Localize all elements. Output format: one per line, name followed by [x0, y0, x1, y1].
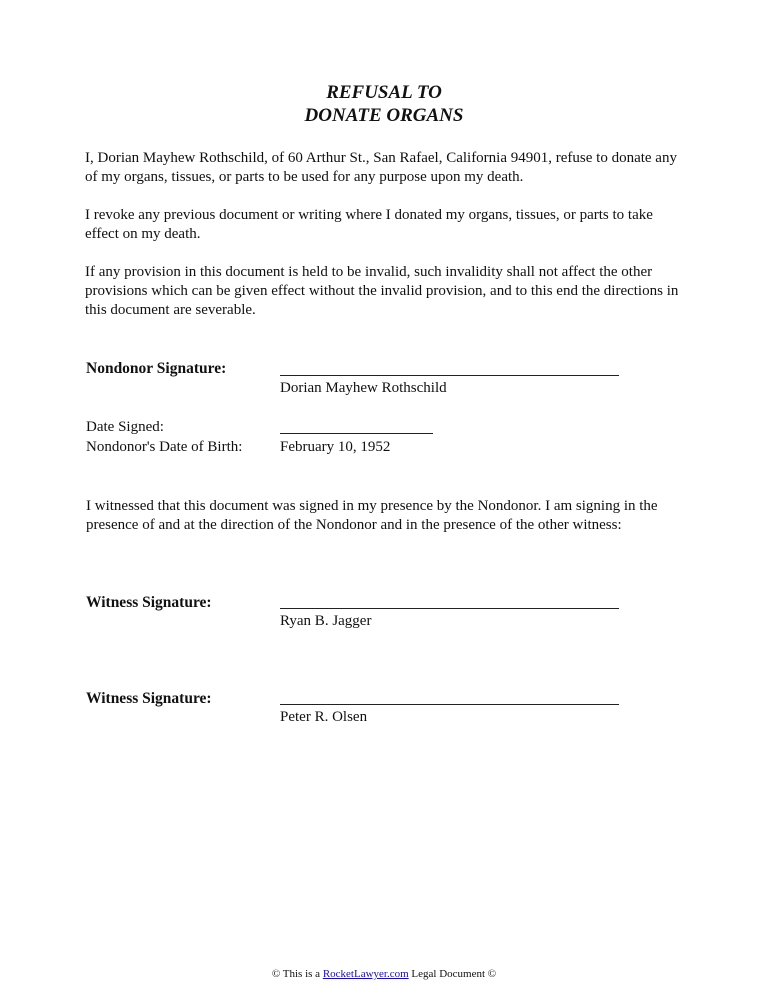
- footer-prefix: © This is a: [271, 968, 323, 980]
- dob-label: Nondonor's Date of Birth:: [86, 439, 243, 455]
- document-title-line-2: DONATE ORGANS: [304, 105, 464, 126]
- footer-suffix: Legal Document ©: [408, 968, 497, 980]
- dob-value: February 10, 1952: [280, 439, 391, 455]
- nondonor-signature-label: Nondonor Signature:: [86, 360, 227, 377]
- date-signed-label: Date Signed:: [86, 419, 164, 435]
- severability-paragraph: If any provision in this document is held to be invalid, such invalidity shall not affect the other provisions which can be given effect without the invalid provision, and to this end the directions in this document are severable.: [85, 264, 679, 318]
- revocation-paragraph: I revoke any previous document or writing where I donated my organs, tissues, or parts to take effect on my death.: [85, 207, 653, 242]
- witness-1-signature-line[interactable]: [280, 608, 619, 609]
- rocketlawyer-link[interactable]: RocketLawyer.com: [322, 968, 409, 980]
- footer: [0, 968, 768, 980]
- nondonor-printed-name: Dorian Mayhew Rothschild: [280, 380, 447, 396]
- witness-2-signature-line[interactable]: [280, 704, 619, 705]
- refusal-paragraph: I, Dorian Mayhew Rothschild, of 60 Arthur St., San Rafael, California 94901, refuse to donate any of my organs, tissues, or parts to be used for any purpose upon my death.: [85, 150, 677, 185]
- witness-1-signature-label: Witness Signature:: [86, 594, 212, 611]
- nondonor-signature-line[interactable]: [280, 375, 619, 376]
- date-signed-line[interactable]: [280, 433, 433, 434]
- witness-2-signature-label: Witness Signature:: [86, 690, 212, 707]
- document-title-line-1: REFUSAL TO: [326, 82, 442, 103]
- witness-1-printed-name: Ryan B. Jagger: [280, 613, 372, 629]
- witness-statement-paragraph: I witnessed that this document was signed in my presence by the Nondonor. I am signing in the presence of and at the direction of the Nondonor and in the presence of the other witness:: [86, 498, 658, 533]
- witness-2-printed-name: Peter R. Olsen: [280, 709, 368, 725]
